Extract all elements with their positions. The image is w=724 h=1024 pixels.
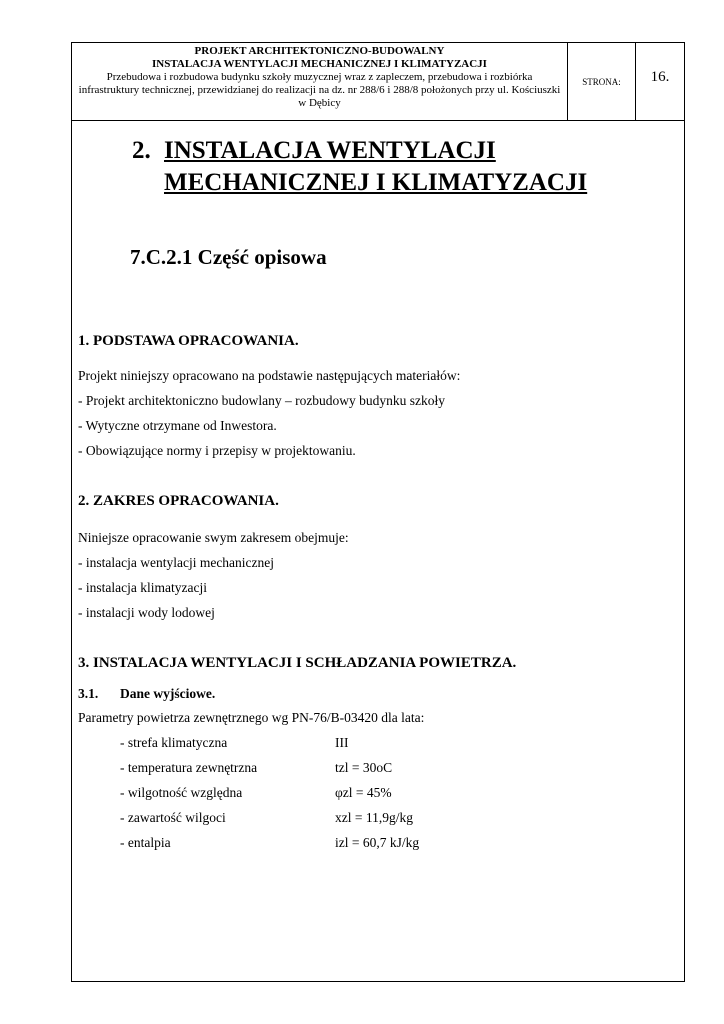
section2-item: - instalacja wentylacji mechanicznej xyxy=(78,555,275,570)
header-title-block xyxy=(72,43,568,120)
page-number: 16. xyxy=(650,69,670,85)
section2-item: - instalacji wody lodowej xyxy=(78,605,215,620)
section1-item: - Wytyczne otrzymane od Inwestora. xyxy=(78,418,277,433)
document-header xyxy=(72,43,684,121)
section3-heading: 3. INSTALACJA WENTYLACJI I SCHŁADZANIA POWIETRZA. xyxy=(78,655,517,671)
chapter-title-line-1: INSTALACJA WENTYLACJI xyxy=(164,137,496,164)
header-line-1: PROJEKT ARCHITEKTONICZNO-BUDOWALNY xyxy=(194,45,445,57)
param-label: - zawartość wilgoci xyxy=(120,810,226,825)
chapter-number: 2. xyxy=(132,137,151,164)
section2-item: - instalacja klimatyzacji xyxy=(78,580,207,595)
section3-intro: Parametry powietrza zewnętrznego wg PN-76/B-03420 dla lata: xyxy=(78,710,425,725)
param-value: III xyxy=(335,735,349,750)
section3-sub-title: Dane wyjściowe. xyxy=(120,686,216,701)
section1-heading: 1. PODSTAWA OPRACOWANIA. xyxy=(78,333,299,349)
section2-heading: 2. ZAKRES OPRACOWANIA. xyxy=(78,493,279,509)
param-label: - temperatura zewnętrzna xyxy=(120,760,258,775)
param-value: tzl = 30oC xyxy=(335,760,393,775)
section1-item: - Obowiązujące normy i przepisy w projektowaniu. xyxy=(78,443,356,458)
section2-intro: Niniejsze opracowanie swym zakresem obejmuje: xyxy=(78,530,349,545)
param-value: izl = 60,7 kJ/kg xyxy=(335,835,420,850)
param-label: - entalpia xyxy=(120,835,171,850)
section1-item: - Projekt architektoniczno budowlany – rozbudowy budynku szkoły xyxy=(78,393,446,408)
section3-sub-number: 3.1. xyxy=(78,686,99,701)
param-value: xzl = 11,9g/kg xyxy=(335,810,413,825)
subchapter-title: 7.C.2.1 Część opisowa xyxy=(130,245,327,269)
header-description: Przebudowa i rozbudowa budynku szkoły muzycznej wraz z zapleczem, przebudowa i rozbiórka infrastruktury technicznej, przewidzianej do realizacji na dz. nr 288/6 i 288/8 położonych przy ul. Kościuszki w Dębicy xyxy=(78,71,561,109)
param-value: φzl = 45% xyxy=(335,785,392,800)
param-label: - strefa klimatyczna xyxy=(120,735,228,750)
chapter-title-line-2: MECHANICZNEJ I KLIMATYZACJI xyxy=(164,169,588,196)
page-frame xyxy=(71,42,685,982)
header-line-2: INSTALACJA WENTYLACJI MECHANICZNEJ I KLIMATYZACJI xyxy=(152,58,487,70)
section1-intro: Projekt niniejszy opracowano na podstawie następujących materiałów: xyxy=(78,368,461,383)
page-label: STRONA: xyxy=(568,43,636,120)
param-label: - wilgotność względna xyxy=(120,785,243,800)
